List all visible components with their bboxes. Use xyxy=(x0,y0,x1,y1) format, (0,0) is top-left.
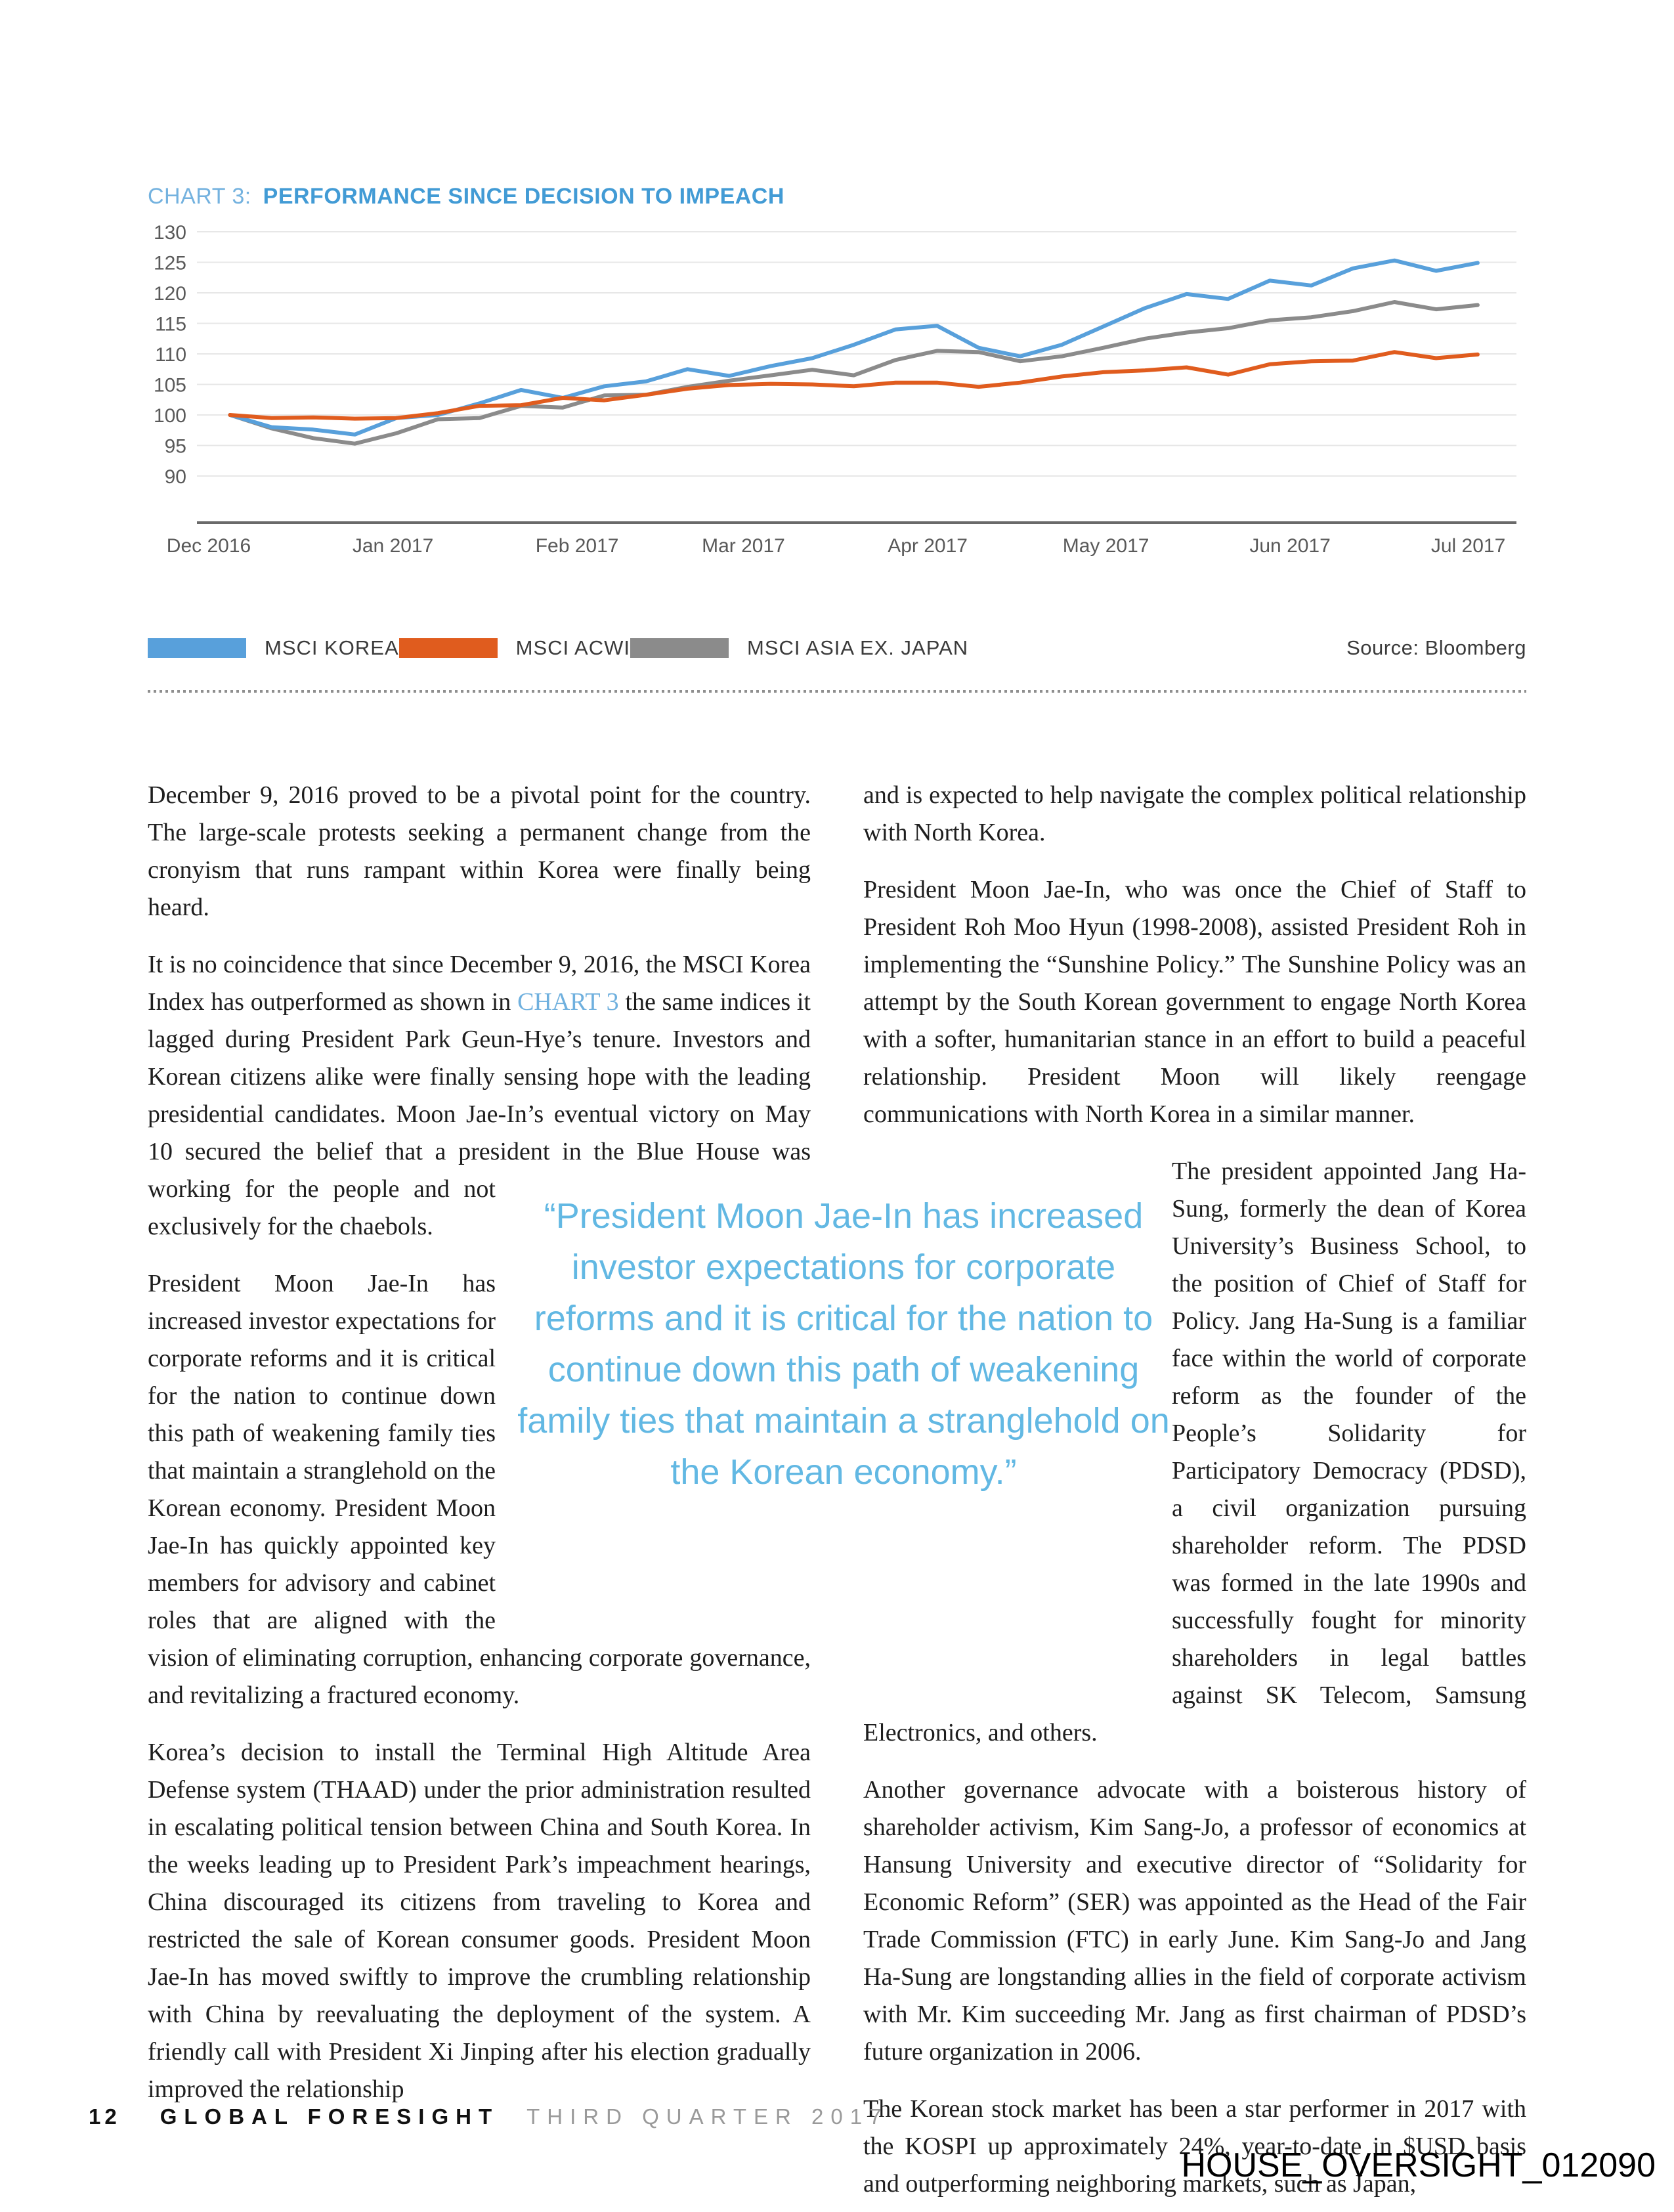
legend-label: MSCI ASIA EX. JAPAN xyxy=(747,636,969,659)
asia-line-swatch-icon xyxy=(630,638,729,658)
paragraph: President Moon Jae-In, who was once the Chief of Staff to President Roh Moo Hyun (1998-2008), assisted President Roh in implementing the “Sunshine Policy.” The Sunshine Policy was an attempt by the South Korean government to engage North Korea with a softer, humanitarian stance in an effort to build a peaceful relationship. President Moon will likely reengage communications with North Korea in a similar manner. xyxy=(863,876,1526,1128)
chart-legend xyxy=(148,636,1526,660)
svg-text:105: 105 xyxy=(153,374,186,397)
chart-title-main: PERFORMANCE SINCE DECISION TO IMPEACH xyxy=(263,184,784,209)
legend-label: MSCI KOREA xyxy=(265,636,399,659)
publication-name: GLOBAL FORESIGHT xyxy=(160,2104,500,2129)
issue-label: THIRD QUARTER 2017 xyxy=(526,2104,889,2129)
svg-text:125: 125 xyxy=(153,252,186,274)
chart-section xyxy=(148,184,1526,693)
svg-text:100: 100 xyxy=(153,405,186,427)
svg-text:Jul 2017: Jul 2017 xyxy=(1430,535,1506,557)
svg-text:Feb 2017: Feb 2017 xyxy=(535,535,619,557)
paragraph: The president appointed Jang Ha-Sung, formerly the dean of Korea University’s Business School, to the position of Chief of Staff for Policy. Jang Ha-Sung is a familiar face within the world of corporate reform as the founder of the People’s Solidarity for Participatory Democracy (PDSD), a civil organization pursuing shareholder reform. The PDSD was formed in the late 1990s and successfully fought for minority shareholders in legal battles against SK Telecom, Samsung Electronics, and others. xyxy=(863,1158,1526,1746)
chart3-link[interactable]: CHART 3 xyxy=(517,988,619,1016)
svg-text:120: 120 xyxy=(153,283,186,305)
dotted-divider xyxy=(148,690,1526,693)
legend-item-msci-acwi xyxy=(399,636,630,660)
korea-line-swatch-icon xyxy=(148,638,246,658)
svg-text:90: 90 xyxy=(164,466,186,488)
chart-title-prefix: CHART 3: xyxy=(148,184,251,209)
paragraph: and is expected to help navigate the complex political relationship with North Korea. xyxy=(863,781,1526,846)
svg-text:Jan 2017: Jan 2017 xyxy=(352,535,434,557)
bates-number: HOUSE_OVERSIGHT_012090 xyxy=(1181,2146,1656,2184)
chart-title xyxy=(148,184,1526,209)
svg-text:Apr 2017: Apr 2017 xyxy=(888,535,968,557)
legend-label: MSCI ACWI xyxy=(515,636,630,659)
legend-item-msci-asia-ex-japan xyxy=(630,636,968,660)
svg-text:Jun 2017: Jun 2017 xyxy=(1249,535,1331,557)
paragraph: December 9, 2016 proved to be a pivotal point for the country. The large-scale protests seeking a permanent change from the cronyism that runs rampant within Korea were finally being heard. xyxy=(148,781,811,921)
legend-item-msci-korea xyxy=(148,636,399,660)
svg-text:130: 130 xyxy=(153,222,186,244)
paragraph-text: It is no coincidence that since December 9, 2016, the MSCI Korea Index has outperformed as shown in xyxy=(148,951,811,1016)
svg-text:110: 110 xyxy=(155,344,186,366)
paragraph-text: the same indices it lagged during President Park Geun-Hye’s tenure. Investors and Korean citizens alike were finally sensing hope with the leading presidential candidates. Moon Jae-In’s eventual victory on May 10 secured the belief that a president in the Blue House was working for the people and not exclusively for the chaebols. xyxy=(148,988,811,1240)
svg-text:95: 95 xyxy=(164,435,186,458)
svg-text:Dec 2016: Dec 2016 xyxy=(166,535,251,557)
paragraph: Korea’s decision to install the Terminal High Altitude Area Defense system (THAAD) under the prior administration resulted in escalating political tension between China and South Korea. In the weeks leading up to President Park’s impeachment hearings, China discouraged its citizens from traveling to Korea and restricted the sale of Korean consumer goods. President Moon Jae-In has moved swiftly to improve the crumbling relationship with China by reevaluating the deployment of the system. A friendly call with President Xi Jinping after his election gradually improved the relationship xyxy=(148,1739,811,2103)
pull-quote: “President Moon Jae-In has increased investor expectations for corporate reforms and it is critical for the nation to continue down this path of weakening family ties that maintain a stranglehold on the Korean economy.” xyxy=(517,1196,1170,1492)
page-number: 12 xyxy=(89,2104,121,2129)
page-footer xyxy=(89,2104,888,2129)
acwi-line-swatch-icon xyxy=(399,638,498,658)
svg-text:May 2017: May 2017 xyxy=(1062,535,1149,557)
article-body xyxy=(148,777,1526,2212)
svg-text:115: 115 xyxy=(155,313,186,336)
performance-line-chart xyxy=(148,224,1526,559)
paragraph: Another governance advocate with a boisterous history of shareholder activism, Kim Sang-Jo, a professor of economics at Hansung University and executive director of “Solidarity for Economic Reform” (SER) was appointed as the Head of the Fair Trade Commission (FTC) in early June. Kim Sang-Jo and Jang Ha-Sung are longstanding allies in the field of corporate activism with Mr. Kim succeeding Mr. Jang as first chairman of PDSD’s future organization in 2006. xyxy=(863,1776,1526,2066)
svg-text:Mar 2017: Mar 2017 xyxy=(702,535,785,557)
paragraph: President Moon Jae-In has increased investor expectations for corporate reforms and it is critical for the nation to continue down this path of weakening family ties that maintain a stranglehold on the Korean economy. President Moon Jae-In has quickly appointed key members for advisory and cabinet roles that are aligned with the vision of eliminating corruption, enhancing corporate governance, and revitalizing a fractured economy. xyxy=(148,1270,811,1709)
source-label: Source: Bloomberg xyxy=(1346,636,1526,659)
paragraph: The Korean stock market has been a star performer in 2017 with the KOSPI up approximately 24%, year-to-date in $USD basis and outperforming neighboring markets, such as Japan, xyxy=(863,2095,1526,2198)
